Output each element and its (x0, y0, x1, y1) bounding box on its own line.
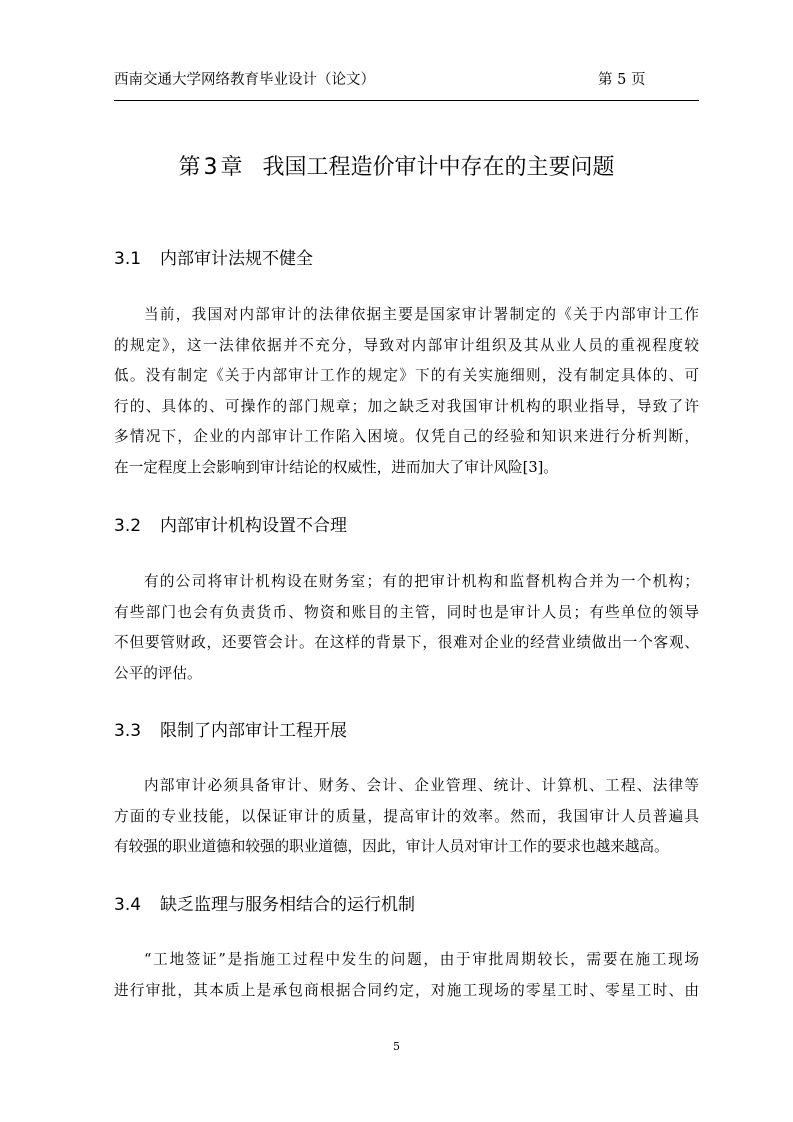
section-heading-3-3 (114, 716, 347, 741)
section-number: 3.4 (114, 895, 142, 915)
paragraph-line: 当前，我国对内部审计的法律依据主要是国家审计署制定的《关于内部审计工作 (144, 306, 699, 323)
section-paragraph-3-4 (114, 948, 699, 1009)
header-divider (114, 100, 699, 101)
header-title: 西南交通大学网络教育毕业设计（论文） (114, 72, 375, 88)
chapter-heading-text: 我国工程造价审计中存在的主要问题 (262, 155, 615, 180)
chapter-prefix: 第 (178, 155, 201, 180)
section-paragraph-3-2 (114, 570, 699, 692)
paragraph-line: 有的公司将审计机构设在财务室；有的把审计机构和监督机构合并为一个机构； (144, 573, 699, 590)
section-paragraph-3-3 (114, 774, 699, 866)
paragraph-line: 行的、具体的、可操作的部门规章；加之缺乏对我国审计机构的职业指导，导致了许 (114, 397, 699, 415)
section-number: 3.3 (114, 721, 142, 741)
paragraph-line: 方面的专业技能，以保证审计的质量，提高审计的效率。然而，我国审计人员普遍具 (114, 807, 699, 825)
paragraph-line: 的规定》，这一法律依据并不充分，导致对内部审计组织及其从业人员的重视程度较 (114, 336, 699, 354)
paragraph-line: 多情况下，企业的内部审计工作陷入困境。仅凭自己的经验和知识来进行分析判断， (114, 428, 699, 445)
page-header (114, 68, 699, 90)
section-heading-3-2 (114, 511, 347, 536)
section-number: 3.1 (114, 249, 142, 269)
paragraph-line: 有些部门也会有负责货币、物资和账目的主管，同时也是审计人员；有些单位的领导 (114, 603, 699, 621)
chapter-title (0, 150, 793, 181)
section-title: 内部审计机构设置不合理 (160, 516, 347, 536)
section-heading-3-1 (114, 244, 313, 269)
paragraph-line: 在一定程度上会影响到审计结论的权威性，进而加大了审计风险[3]。 (114, 458, 558, 476)
paragraph-line: 有较强的职业道德和较强的职业道德，因此，审计人员对审计工作的要求也越来越高。 (114, 838, 669, 855)
header-page-label: 第 5 页 (598, 72, 646, 88)
paragraph-line: 公平的评估。 (114, 664, 202, 682)
chapter-number: 3 (203, 155, 218, 180)
paragraph-line: “工地签证”是指施工过程中发生的问题，由于审批周期较长，需要在施工现场 (144, 951, 699, 968)
paragraph-line: 进行审批，其本质上是承包商根据合同约定，对施工现场的零星工时、零星工时、由 (114, 981, 699, 999)
section-title: 限制了内部审计工程开展 (160, 721, 347, 741)
page-number: 5 (393, 1040, 400, 1053)
paragraph-line: 低。没有制定《关于内部审计工作的规定》下的有关实施细则，没有制定具体的、可 (114, 367, 699, 384)
paragraph-line: 内部审计必须具备审计、财务、会计、企业管理、统计、计算机、工程、法律等 (144, 777, 699, 794)
paragraph-line: 不但要管财政，还要管会计。在这样的背景下，很难对企业的经营业绩做出一个客观、 (114, 634, 699, 651)
section-title: 缺乏监理与服务相结合的运行机制 (160, 895, 415, 915)
section-number: 3.2 (114, 516, 142, 536)
chapter-suffix: 章 (220, 155, 243, 180)
section-title: 内部审计法规不健全 (160, 249, 313, 269)
section-heading-3-4 (114, 890, 415, 915)
section-paragraph-3-1 (114, 303, 699, 486)
